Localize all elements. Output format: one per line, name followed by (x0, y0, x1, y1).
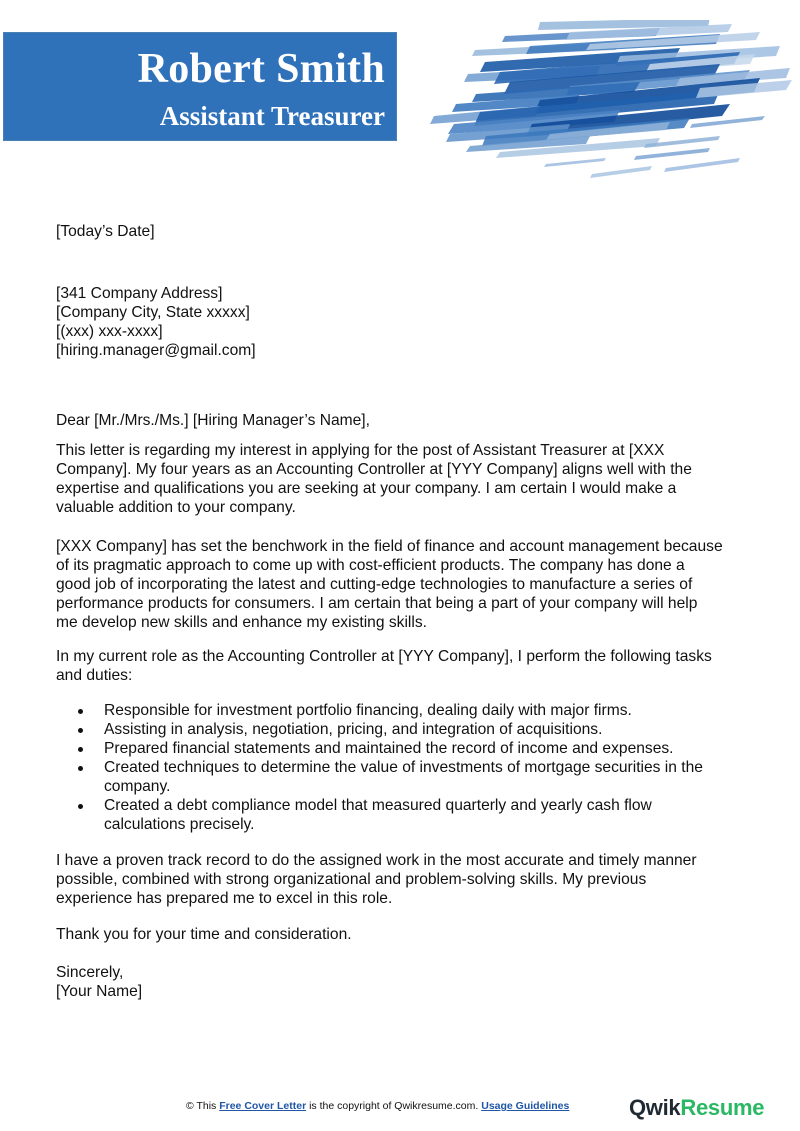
address-email: [hiring.manager@gmail.com] (56, 342, 256, 359)
paragraph-line: of its pragmatic approach to come up with cost-efficient products. The company has done a (56, 557, 685, 574)
address-phone: [(xxx) xxx-xxxx] (56, 323, 163, 340)
bullet-icon (78, 804, 83, 809)
company-paragraph (56, 537, 723, 632)
paragraph-line: In my current role as the Accounting Controller at [YYY Company], I perform the following tasks (56, 648, 712, 665)
duty-text-continued: company. (104, 778, 171, 795)
duty-item (56, 721, 703, 740)
paragraph-line: performance products for consumers. I am certain that being a part of your company will help (56, 595, 698, 612)
duty-item (56, 797, 703, 835)
paragraph-line: I have a proven track record to do the assigned work in the most accurate and timely manner (56, 852, 697, 869)
duty-text: Created a debt compliance model that measured quarterly and yearly cash flow (104, 797, 652, 814)
thank-you-line: Thank you for your time and consideration. (56, 926, 352, 943)
role-intro-paragraph (56, 647, 712, 685)
closing-paragraph (56, 851, 697, 908)
signoff (56, 963, 142, 1001)
paragraph-line: good job of incorporating the latest and cutting-edge technologies to manufacture a series of (56, 576, 693, 593)
valediction: Sincerely, (56, 964, 124, 981)
footer-middle: is the copyright of Qwikresume.com. (306, 1100, 482, 1112)
address-city-state: [Company City, State xxxxx] (56, 304, 250, 321)
paragraph-line: [XXX Company] has set the benchwork in the field of finance and account management because (56, 538, 723, 555)
duty-text: Prepared financial statements and maintained the record of income and expenses. (104, 740, 674, 757)
duty-text-continued: calculations precisely. (104, 816, 255, 833)
logo-part-qwik: Qwik (629, 1095, 681, 1120)
applicant-job-title: Assistant Treasurer (159, 101, 385, 131)
logo-part-resume: Resume (680, 1095, 765, 1120)
paragraph-line: experience has prepared me to excel in this role. (56, 890, 393, 907)
paragraph-line: valuable addition to your company. (56, 499, 296, 516)
duty-text: Assisting in analysis, negotiation, pricing, and integration of acquisitions. (104, 721, 603, 738)
footer-prefix: © This (186, 1100, 220, 1112)
duty-text: Created techniques to determine the value of investments of mortgage securities in the (104, 759, 703, 776)
free-cover-letter-link[interactable]: Free Cover Letter (219, 1100, 307, 1112)
paragraph-line: expertise and qualifications you are seeking at your company. I am certain I would make a (56, 480, 677, 497)
bullet-icon (78, 709, 83, 714)
paragraph-line: This letter is regarding my interest in applying for the post of Assistant Treasurer at [XXX (56, 442, 665, 459)
salutation: Dear [Mr./Mrs./Ms.] [Hiring Manager’s Name], (56, 412, 370, 429)
bullet-icon (78, 766, 83, 771)
duties-list (56, 702, 703, 835)
address-line: [341 Company Address] (56, 285, 223, 302)
qwikresume-logo (629, 1094, 764, 1122)
duty-item (56, 740, 703, 759)
bullet-icon (78, 747, 83, 752)
copyright-footer (186, 1099, 569, 1113)
duty-item (56, 702, 703, 721)
paragraph-line: Company]. My four years as an Accounting Controller at [YYY Company] aligns well with the (56, 461, 692, 478)
intro-paragraph (56, 441, 692, 517)
signer-name: [Your Name] (56, 983, 143, 1000)
applicant-name: Robert Smith (137, 46, 385, 92)
letter-date: [Today’s Date] (56, 223, 155, 240)
header-banner (3, 32, 397, 141)
decorative-stripes-graphic (420, 20, 800, 190)
paragraph-line: and duties: (56, 667, 133, 684)
duty-text: Responsible for investment portfolio financing, dealing daily with major firms. (104, 702, 632, 719)
duty-item (56, 759, 703, 797)
paragraph-line: me develop new skills and enhance my existing skills. (56, 614, 427, 631)
bullet-icon (78, 728, 83, 733)
recipient-address (56, 284, 256, 360)
paragraph-line: possible, combined with strong organizational and problem-solving skills. My previous (56, 871, 647, 888)
usage-guidelines-link[interactable]: Usage Guidelines (481, 1100, 570, 1112)
